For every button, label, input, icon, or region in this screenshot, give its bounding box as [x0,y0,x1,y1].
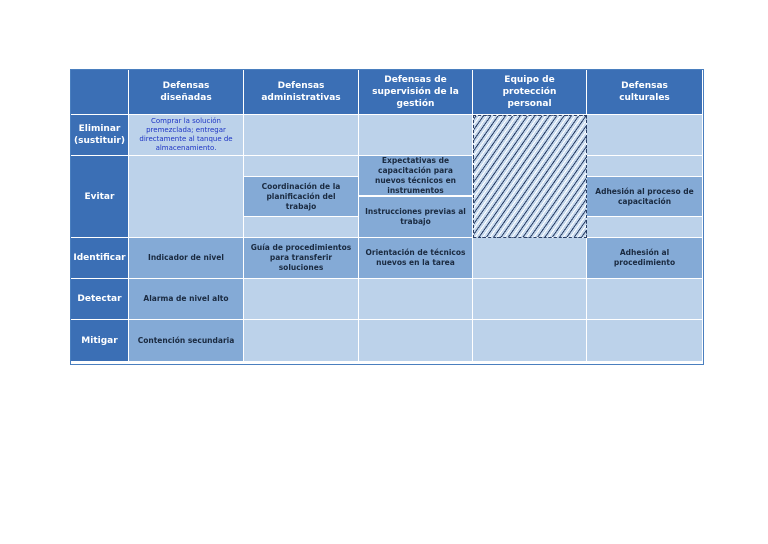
evitar-cult-top-band [587,156,702,177]
cell-eliminar-culturales [587,115,703,156]
evitar-supervision-text-1: Expectativas de capacitación para nuevos técnicos en instrumentos [359,156,472,196]
evitar-admin-bottom-band [244,217,358,237]
cell-identificar-equipo [473,238,587,279]
cell-mitigar-culturales [587,320,703,362]
evitar-admin-top-band [244,156,358,177]
cell-evitar-supervision [359,156,473,238]
cell-mitigar-disenadas: Contención secundaria [129,320,244,362]
cell-detectar-equipo [473,279,587,320]
cell-detectar-supervision [359,279,473,320]
cell-eliminar-supervision [359,115,473,156]
cell-eliminar-administrativas [244,115,359,156]
header-defensas-supervision: Defensas de supervisión de la gestión [359,70,473,115]
row-label-evitar: Evitar [71,156,129,238]
header-equipo-proteccion: Equipo de protección personal [473,70,587,115]
header-defensas-administrativas: Defensas administrativas [244,70,359,115]
cell-detectar-administrativas [244,279,359,320]
evitar-cult-bottom-band [587,217,702,237]
cell-identificar-administrativas: Guía de procedimientos para transferir soluciones [244,238,359,279]
evitar-cult-text: Adhesión al proceso de capacitación [587,177,702,217]
cell-hatched-equipo-proteccion [473,115,587,238]
row-label-identificar: Identificar [71,238,129,279]
header-defensas-culturales: Defensas culturales [587,70,703,115]
defenses-matrix-table [70,69,704,365]
evitar-admin-text: Coordinación de la planificación del trabajo [244,177,358,217]
header-defensas-disenadas: Defensas diseñadas [129,70,244,115]
cell-identificar-disenadas: Indicador de nivel [129,238,244,279]
cell-evitar-administrativas [244,156,359,238]
cell-mitigar-administrativas [244,320,359,362]
cell-mitigar-supervision [359,320,473,362]
cell-evitar-culturales [587,156,703,238]
cell-identificar-culturales: Adhesión al procedimiento [587,238,703,279]
header-corner [71,70,129,115]
row-label-detectar: Detectar [71,279,129,320]
cell-identificar-supervision: Orientación de técnicos nuevos en la tarea [359,238,473,279]
cell-eliminar-disenadas: Comprar la solución premezclada; entregar directamente al tanque de almacenamiento. [129,115,244,156]
row-label-mitigar: Mitigar [71,320,129,362]
cell-detectar-culturales [587,279,703,320]
cell-mitigar-equipo [473,320,587,362]
row-label-eliminar: Eliminar (sustituir) [71,115,129,156]
cell-evitar-disenadas [129,156,244,238]
cell-detectar-disenadas: Alarma de nivel alto [129,279,244,320]
evitar-supervision-text-2: Instrucciones previas al trabajo [359,197,472,237]
